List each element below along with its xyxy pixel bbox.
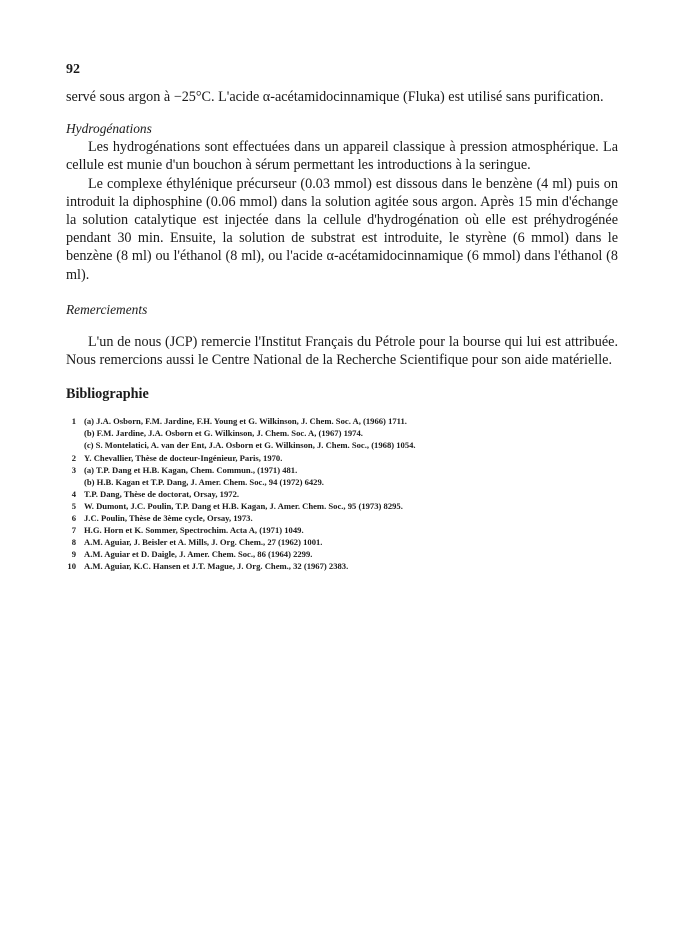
reference-entry: (b) F.M. Jardine, J.A. Osborn et G. Wilkinson, J. Chem. Soc. A, (1967) 1974. [84, 428, 363, 439]
page-number: 92 [66, 62, 80, 77]
reference-entry: J.C. Poulin, Thèse de 3ème cycle, Orsay, 1973. [84, 512, 253, 523]
reference-entry: (a) J.A. Osborn, F.M. Jardine, F.H. Young et G. Wilkinson, J. Chem. Soc. A, (1966) 1711. [84, 416, 407, 427]
intro-paragraph: servé sous argon à −25°C. L'acide α-acétamidocinnamique (Fluka) est utilisé sans purification. [66, 89, 604, 105]
reference-entry: A.M. Aguiar, J. Beisler et A. Mills, J. Org. Chem., 27 (1962) 1001. [84, 537, 323, 548]
remerciements-title: Remerciements [66, 301, 148, 317]
reference-item [66, 488, 618, 500]
reference-number: 4 [71, 488, 76, 499]
reference-number: 8 [71, 537, 76, 548]
reference-list [66, 415, 618, 572]
reference-entry: (a) T.P. Dang et H.B. Kagan, Chem. Commun., (1971) 481. [84, 464, 298, 475]
bibliography-title: Bibliographie [66, 386, 149, 403]
reference-item [66, 536, 618, 548]
reference-entry: A.M. Aguiar, K.C. Hansen et J.T. Mague, J. Org. Chem., 32 (1967) 2383. [84, 561, 349, 572]
hydrogenations-title: Hydrogénations [66, 121, 152, 137]
reference-number: 6 [71, 512, 76, 523]
reference-item [66, 500, 618, 512]
reference-number: 7 [71, 525, 76, 536]
hydrogenations-paragraph-1: Les hydrogénations sont effectuées dans un appareil classique à pression atmosphérique. La cellule est munie d'un bouchon à sérum permettant les introductions à la seringue. [66, 139, 618, 174]
reference-number: 5 [71, 500, 76, 511]
reference-number: 2 [71, 452, 76, 463]
page-content [66, 88, 618, 572]
reference-entry: W. Dumont, J.C. Poulin, T.P. Dang et H.B. Kagan, J. Amer. Chem. Soc., 95 (1973) 8295. [84, 500, 403, 511]
reference-entry: H.G. Horn et K. Sommer, Spectrochim. Acta A, (1971) 1049. [84, 525, 304, 536]
reference-number: 1 [71, 416, 76, 427]
hydrogenations-paragraph-2: Le complexe éthylénique précurseur (0.03 mmol) est dissous dans le benzène (4 ml) puis on introduit la diphosphine (0.06 mmol) dans la solution agitée sous argon. Après 15 min d'échange la solution catalytique est injectée dans la cellule d'hydrogénation où elle est préhydrogénée pendant 30 min. Ensuite, la solution de substrat est introduite, le styrène (6 mmol) dans le benzène (8 ml) ou l'éthanol (8 ml), ou l'acide α-acétamidocinnamique (6 mmol) dans l'éthanol (8 ml). [66, 175, 618, 283]
reference-item [66, 464, 618, 488]
reference-entry: (b) H.B. Kagan et T.P. Dang, J. Amer. Chem. Soc., 94 (1972) 6429. [84, 476, 324, 487]
reference-entry: Y. Chevallier, Thèse de docteur-Ingénieur, Paris, 1970. [84, 452, 283, 463]
reference-item [66, 524, 618, 536]
reference-item [66, 415, 618, 451]
remerciements-text: L'un de nous (JCP) remercie l'Institut Français du Pétrole pour la bourse qui lui est attribuée. Nous remercions aussi le Centre National de la Recherche Scientifique pour son aide matérielle. [66, 333, 618, 369]
reference-entry: T.P. Dang, Thèse de doctorat, Orsay, 1972. [84, 488, 240, 499]
reference-item [66, 452, 618, 464]
reference-item [66, 548, 618, 560]
reference-number: 10 [67, 561, 76, 572]
reference-entry: A.M. Aguiar et D. Daigle, J. Amer. Chem. Soc., 86 (1964) 2299. [84, 549, 313, 560]
reference-number: 3 [71, 464, 76, 475]
reference-number: 9 [71, 549, 76, 560]
reference-item [66, 560, 618, 572]
reference-entry: (c) S. Montelatici, A. van der Ent, J.A. Osborn et G. Wilkinson, J. Chem. Soc., (1968) 1054. [84, 440, 416, 451]
reference-item [66, 512, 618, 524]
